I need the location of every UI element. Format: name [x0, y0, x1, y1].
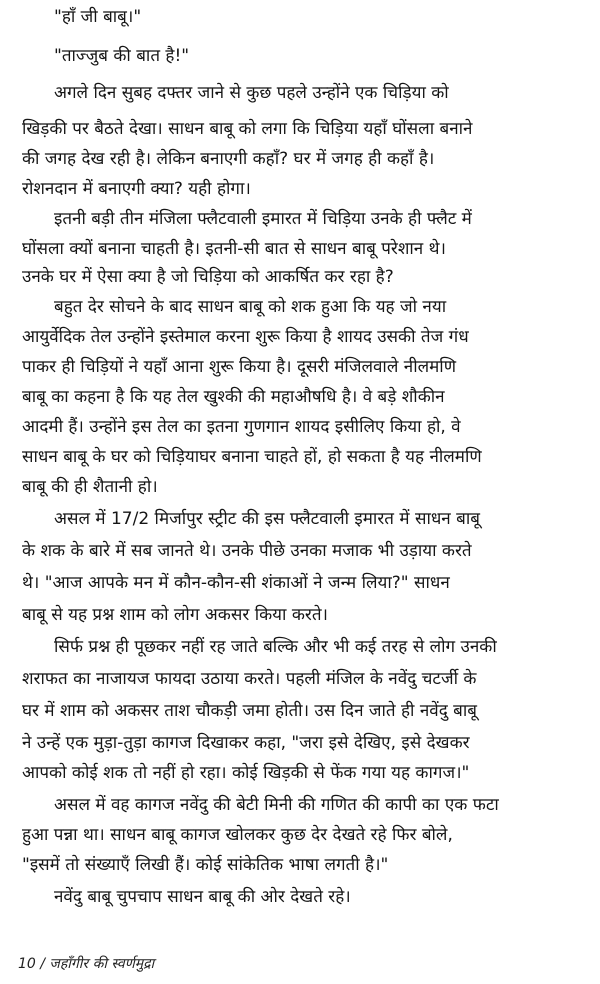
paragraph-line: साधन बाबू के घर को चिड़ियाघर बनाना चाहते हों, हो सकता है यह नीलमणि: [22, 447, 482, 467]
paragraph-line: बाबू की ही शैतानी हो।: [22, 477, 158, 497]
paragraph-line: की जगह देख रही है। लेकिन बनाएगी कहाँ? घर में जगह ही कहाँ है।: [22, 149, 435, 169]
paragraph-line: हुआ पन्ना था। साधन बाबू कागज खोलकर कुछ देर देखते रहे फिर बोले,: [22, 825, 453, 845]
paragraph-line: असल में वह कागज नवेंदु की बेटी मिनी की गणित की कापी का एक फटा: [54, 795, 499, 815]
page-footer: 10 / जहाँगीर की स्वर्णमुद्रा: [18, 956, 155, 972]
paragraph-line: घर में शाम को अकसर ताश चौकड़ी जमा होती। उस दिन जाते ही नवेंदु बाबू: [22, 701, 477, 721]
paragraph-line: बाबू का कहना है कि यह तेल खुश्की की महाऔषधि है। वे बड़े शौकीन: [22, 387, 445, 407]
paragraph-line: सिर्फ प्रश्न ही पूछकर नहीं रह जाते बल्कि और भी कई तरह से लोग उनकी: [54, 637, 497, 657]
paragraph-line: बाबू से यह प्रश्न शाम को लोग अकसर किया करते।: [22, 605, 328, 625]
paragraph-line: घोंसला क्यों बनाना चाहती है। इतनी-सी बात से साधन बाबू परेशान थे।: [22, 239, 446, 259]
paragraph-line: उनके घर में ऐसा क्या है जो चिड़िया को आकर्षित कर रहा है?: [22, 267, 394, 287]
paragraph-line: ने उन्हें एक मुड़ा-तुड़ा कागज दिखाकर कहा, "जरा इसे देखिए, इसे देखकर: [22, 733, 470, 753]
paragraph-line: बहुत देर सोचने के बाद साधन बाबू को शक हुआ कि यह जो नया: [54, 297, 447, 317]
paragraph-line: आयुर्वेदिक तेल उन्होंने इस्तेमाल करना शुरू किया है शायद उसकी तेज गंध: [22, 327, 469, 347]
paragraph-line: आदमी हैं। उन्होंने इस तेल का इतना गुणगान शायद इसीलिए किया हो, वे: [22, 417, 461, 437]
paragraph-line: असल में 17/2 मिर्जापुर स्ट्रीट की इस फ्लैटवाली इमारत में साधन बाबू: [54, 509, 480, 529]
paragraph-line: अगले दिन सुबह दफ्तर जाने से कुछ पहले उन्होंने एक चिड़िया को: [54, 83, 449, 103]
dialogue-line: "ताज्जुब की बात है!": [54, 46, 190, 66]
paragraph-line: खिड़की पर बैठते देखा। साधन बाबू को लगा कि चिड़िया यहाँ घोंसला बनाने: [22, 119, 473, 139]
dialogue-line: "हाँ जी बाबू।": [54, 7, 142, 27]
paragraph-line: नवेंदु बाबू चुपचाप साधन बाबू की ओर देखते रहे।: [54, 887, 351, 907]
paragraph-line: शराफत का नाजायज फायदा उठाया करते। पहली मंजिल के नवेंदु चटर्जी के: [22, 669, 477, 689]
paragraph-line: थे। "आज आपके मन में कौन-कौन-सी शंकाओं ने जन्म लिया?" साधन: [22, 573, 450, 593]
paragraph-line: आपको कोई शक तो नहीं हो रहा। कोई खिड़की से फेंक गया यह कागज।": [22, 763, 470, 783]
paragraph-line: रोशनदान में बनाएगी क्या? यही होगा।: [22, 179, 251, 199]
paragraph-line: के शक के बारे में सब जानते थे। उनके पीछे उनका मजाक भी उड़ाया करते: [22, 541, 472, 561]
paragraph-line: पाकर ही चिड़ियों ने यहाँ आना शुरू किया है। दूसरी मंजिलवाले नीलमणि: [22, 357, 456, 377]
paragraph-line: इतनी बड़ी तीन मंजिला फ्लैटवाली इमारत में चिड़िया उनके ही फ्लैट में: [54, 209, 472, 229]
paragraph-line: "इसमें तो संख्याएँ लिखी हैं। कोई सांकेतिक भाषा लगती है।": [22, 855, 389, 875]
